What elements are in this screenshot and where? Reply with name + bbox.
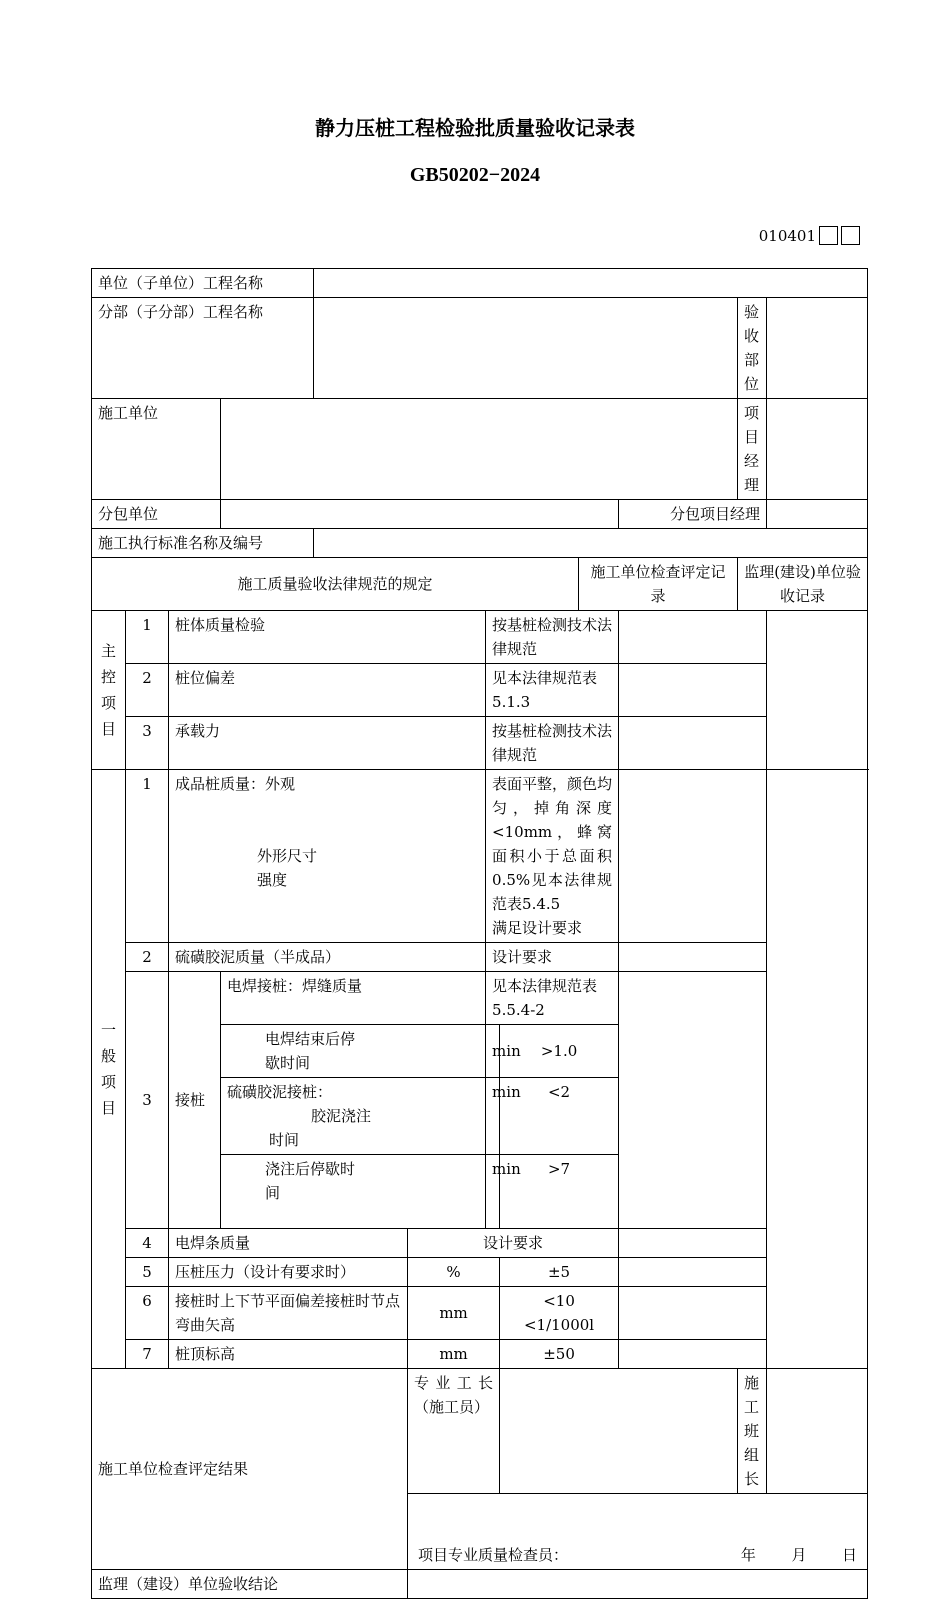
inspector-label: 项目专业质量检查员： (418, 1546, 569, 1564)
project-name-field[interactable] (314, 269, 868, 298)
gen-item-4-no: 4 (126, 1229, 169, 1258)
foreman-field[interactable] (500, 1369, 738, 1494)
weld-stop-value: >1.0 (500, 1025, 619, 1078)
main-item-1-req: 按基桩检测技术法律规范 (486, 611, 619, 664)
gen-item-7-name: 桩顶标高 (169, 1340, 408, 1369)
gen-item-3-name: 接桩 (169, 972, 221, 1229)
after-pour-unit: min (486, 1155, 500, 1229)
main-item-3-name: 承载力 (169, 717, 486, 770)
standard-name-label: 施工执行标准名称及编号 (92, 529, 314, 558)
gen-item-4-name: 电焊条质量 (169, 1229, 408, 1258)
date-month: 月 (791, 1546, 807, 1564)
gen-item-5-no: 5 (126, 1258, 169, 1287)
gen-item-7-contractor[interactable] (619, 1340, 767, 1369)
supervisor-conclusion-field[interactable] (408, 1570, 868, 1599)
main-supervisor-field[interactable] (767, 611, 868, 770)
pour-time-unit: min (486, 1078, 500, 1155)
construction-unit-label: 施工单位 (92, 399, 221, 500)
gen-item-6-value-2: <1/1000l (523, 1316, 595, 1334)
gen-item-5-name: 压桩压力（设计有要求时） (169, 1258, 408, 1287)
gen-item-5-contractor[interactable] (619, 1258, 767, 1287)
gen-item-7-unit: mm (408, 1340, 500, 1369)
supervisor-conclusion-label: 监理（建设）单位验收结论 (92, 1570, 408, 1599)
main-item-3-req: 按基桩检测技术法律规范 (486, 717, 619, 770)
standard-name-field[interactable] (314, 529, 868, 558)
form-code (759, 226, 860, 245)
acceptance-part-field[interactable] (767, 298, 868, 399)
gen-item-1-sub2: 强度 (257, 871, 288, 889)
contractor-result-label: 施工单位检查评定结果 (92, 1369, 408, 1570)
main-control-group-label: 主控项目 (92, 611, 126, 770)
gen-item-6-values (500, 1287, 619, 1340)
gen-item-5-value: ±5 (500, 1258, 619, 1287)
gen-item-1-no: 1 (126, 770, 169, 943)
gen-item-3-contractor[interactable] (619, 972, 767, 1229)
date-day: 日 (842, 1546, 858, 1564)
project-manager-field[interactable] (767, 399, 868, 500)
contractor-check-header: 施工单位检查评定记录 (579, 558, 738, 611)
main-item-2-no: 2 (126, 664, 169, 717)
gen-item-2-no: 2 (126, 943, 169, 972)
main-item-1-name: 桩体质量检验 (169, 611, 486, 664)
date-year: 年 (740, 1546, 756, 1564)
construction-unit-field[interactable] (221, 399, 738, 500)
gen-item-7-value: ±50 (500, 1340, 619, 1369)
project-manager-label: 项目经理 (738, 399, 767, 500)
form-code-number: 010401 (758, 226, 816, 245)
sign-date (741, 1543, 861, 1567)
main-item-3-contractor[interactable] (619, 717, 767, 770)
foreman-label: 专业工长（施工员） (408, 1369, 500, 1494)
after-pour-value: >7 (500, 1155, 619, 1229)
after-pour-label: 浇注后停歇时间 (221, 1155, 486, 1229)
form-code-box-2[interactable] (841, 226, 860, 245)
general-group-label: 一般项目 (92, 770, 126, 1369)
weld-quality-label: 电焊接桩：焊缝质量 (221, 972, 486, 1025)
gen-item-4-req: 设计要求 (408, 1229, 619, 1258)
pour-time-value: <2 (500, 1078, 619, 1155)
main-item-2-req: 见本法律规范表 5.1.3 (486, 664, 619, 717)
main-item-2-contractor[interactable] (619, 664, 767, 717)
gen-item-2-name: 硫磺胶泥质量（半成品） (169, 943, 486, 972)
gen-item-6-value-1: <10 (543, 1292, 575, 1310)
gen-item-1-req-text2: 满足设计要求 (492, 919, 583, 937)
gen-item-1-req (486, 770, 619, 943)
project-name-label: 单位（子单位）工程名称 (92, 269, 314, 298)
weld-stop-unit: min (486, 1025, 500, 1078)
team-leader-field[interactable] (767, 1369, 868, 1494)
form-code-box-1[interactable] (819, 226, 838, 245)
sub-project-manager-label: 分包项目经理 (619, 500, 767, 529)
sulfur-joint-label (221, 1078, 486, 1155)
subcontractor-label: 分包单位 (92, 500, 221, 529)
main-item-1-no: 1 (126, 611, 169, 664)
gen-item-2-req: 设计要求 (486, 943, 619, 972)
gen-item-1-sub1: 外形尺寸 (257, 847, 318, 865)
standard-code: GB50202−2024 (409, 164, 541, 186)
main-item-1-contractor[interactable] (619, 611, 767, 664)
gen-item-5-unit: % (408, 1258, 500, 1287)
supervisor-check-header: 监理(建设)单位验收记录 (738, 558, 868, 611)
weld-stop-label: 电焊结束后停歇时间 (221, 1025, 486, 1078)
gen-item-6-contractor[interactable] (619, 1287, 767, 1340)
acceptance-part-label: 验收部位 (738, 298, 767, 399)
sub-project-manager-field[interactable] (767, 500, 868, 529)
spec-header: 施工质量验收法律规范的规定 (92, 558, 579, 611)
gen-item-7-no: 7 (126, 1340, 169, 1369)
inspector-signature-area[interactable] (408, 1494, 868, 1570)
page-title: 静力压桩工程检验批质量验收记录表 (315, 116, 635, 140)
gen-item-1-title: 成品桩质量：外观 (175, 775, 296, 793)
sulfur-joint-title: 硫磺胶泥接桩： (227, 1083, 333, 1101)
gen-item-3-no: 3 (126, 972, 169, 1229)
subdivision-label: 分部（子分部）工程名称 (92, 298, 314, 399)
gen-item-6-no: 6 (126, 1287, 169, 1340)
general-supervisor-field[interactable] (767, 770, 868, 1369)
main-item-2-name: 桩位偏差 (169, 664, 486, 717)
gen-item-2-contractor[interactable] (619, 943, 767, 972)
acceptance-record-table (91, 268, 868, 1599)
subdivision-field[interactable] (314, 298, 738, 399)
gen-item-1-contractor[interactable] (619, 770, 767, 943)
main-item-3-no: 3 (126, 717, 169, 770)
gen-item-6-unit: mm (408, 1287, 500, 1340)
gen-item-4-contractor[interactable] (619, 1229, 767, 1258)
team-leader-label: 施工班组长 (738, 1369, 767, 1494)
weld-quality-req: 见本法律规范表 5.5.4-2 (486, 972, 619, 1025)
pour-time-label: 胶泥浇注时间 (269, 1107, 372, 1149)
subcontractor-field[interactable] (221, 500, 619, 529)
gen-item-1-name (169, 770, 486, 943)
gen-item-1-req-text: 表面平整，颜色均匀，掉角深度<10mm，蜂窝面积小于总面积0.5%见本法律规范表5.4.5 (492, 775, 613, 913)
gen-item-6-name: 接桩时上下节平面偏差接桩时节点弯曲矢高 (169, 1287, 408, 1340)
